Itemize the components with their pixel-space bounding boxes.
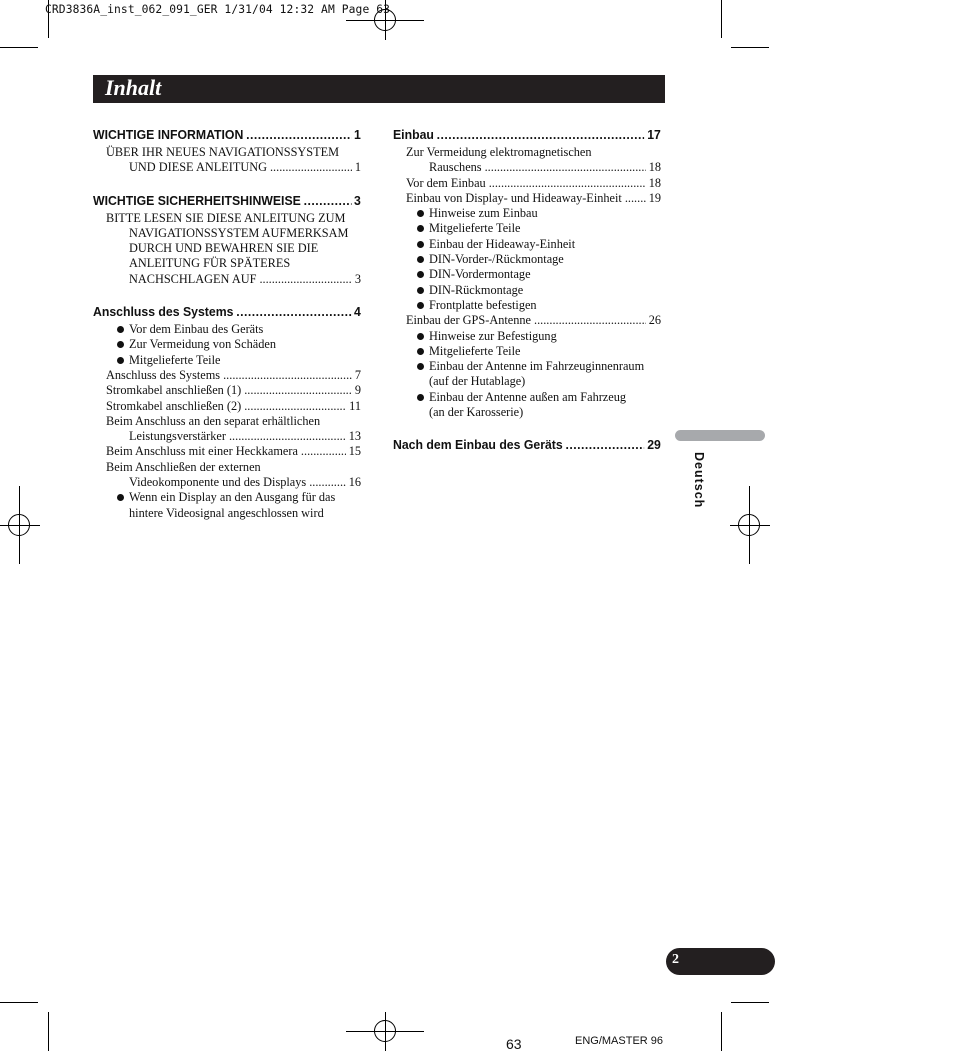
crop-mark (721, 1012, 722, 1051)
toc-bullet-text: Vor dem Einbau des Geräts (129, 322, 264, 337)
toc-page-ref: 3 (354, 271, 361, 286)
bullet-icon (417, 348, 424, 355)
toc-text-line: BITTE LESEN SIE DIESE ANLEITUNG ZUM (106, 210, 346, 225)
toc-bullet-item (393, 267, 661, 282)
dot-leader (259, 272, 351, 287)
toc-page-ref: 9 (354, 383, 361, 398)
dot-leader (244, 399, 346, 414)
toc-entry[interactable] (93, 399, 361, 414)
toc-entry-label: Anschluss des Systems (106, 367, 221, 382)
dot-leader (229, 429, 346, 444)
dot-leader (625, 191, 646, 206)
toc-bullet-text: Einbau der Antenne im Fahrzeuginnenraum (429, 359, 645, 374)
bullet-icon (417, 241, 424, 248)
toc-text-line: (auf der Hutablage) (429, 374, 526, 389)
dot-leader (566, 437, 645, 453)
registration-mark (374, 1020, 396, 1042)
print-header: CRD3836A_inst_062_091_GER 1/31/04 12:32 AM Page 63 (45, 3, 391, 16)
toc-page-ref: 3 (354, 192, 361, 208)
toc-entry-label: Nach dem Einbau des Geräts (393, 437, 563, 453)
dot-leader (309, 475, 346, 490)
crop-mark (731, 47, 769, 48)
toc-entry[interactable] (93, 383, 361, 398)
toc-text-line: NAVIGATIONSSYSTEM AUFMERKSAM (129, 225, 349, 240)
dot-leader (534, 313, 646, 328)
toc-entry-label: UND DIESE ANLEITUNG (129, 160, 267, 175)
toc-entry[interactable] (393, 176, 661, 191)
toc-bullet-item (93, 322, 361, 337)
toc-bullet-text: Mitgelieferte Teile (429, 221, 521, 236)
toc-bullet-item (393, 329, 661, 344)
registration-mark (8, 514, 30, 536)
toc-entry-label: Anschluss des Systems (93, 304, 234, 320)
toc-page-ref: 1 (354, 127, 361, 142)
spacer (393, 420, 661, 437)
dot-leader (437, 127, 645, 143)
page-title: Inhalt (105, 75, 162, 100)
bullet-icon (417, 287, 424, 294)
toc-bullet-item (393, 206, 661, 221)
toc-entry-label: Videokomponente und des Displays (129, 475, 307, 490)
toc-page-ref: 18 (648, 175, 661, 190)
toc-section-heading[interactable] (93, 193, 361, 209)
toc-entry[interactable] (393, 160, 661, 175)
toc-entry[interactable] (93, 429, 361, 444)
toc-entry[interactable] (93, 444, 361, 459)
toc-entry[interactable] (93, 368, 361, 383)
dot-leader (246, 127, 351, 143)
toc-section-heading[interactable] (393, 437, 661, 453)
toc-section-heading[interactable] (393, 127, 661, 143)
bullet-icon (417, 271, 424, 278)
toc-entry-label: NACHSCHLAGEN AUF (129, 271, 257, 286)
toc-text-line: Beim Anschluss an den separat erhältlichen (106, 413, 321, 428)
bullet-icon (417, 394, 424, 401)
language-label: Deutsch (692, 452, 706, 509)
toc-bullet-text: Zur Vermeidung von Schäden (129, 337, 276, 352)
spacer (93, 176, 361, 193)
language-tab (675, 430, 765, 441)
toc-left-column (93, 127, 361, 521)
toc-bullet-text: Einbau der Antenne außen am Fahrzeug (429, 389, 627, 404)
toc-bullet-item (93, 353, 361, 368)
toc-page-ref: 7 (354, 367, 361, 382)
toc-page-ref: 15 (348, 444, 361, 459)
bullet-icon (417, 225, 424, 232)
toc-bullet-item (393, 221, 661, 236)
dot-leader (223, 368, 352, 383)
toc-entry-label: WICHTIGE SICHERHEITSHINWEISE (93, 192, 301, 208)
dot-leader (301, 444, 346, 459)
crop-mark (731, 1002, 769, 1003)
dot-leader (489, 176, 646, 191)
toc-page-ref: 19 (648, 190, 661, 205)
toc-page-ref: 1 (354, 160, 361, 175)
toc-bullet-text: Hinweise zum Einbau (429, 206, 538, 221)
toc-bullet-item (93, 490, 361, 505)
toc-text-line: Beim Anschließen der externen (106, 459, 261, 474)
spacer (93, 287, 361, 304)
bullet-icon (417, 333, 424, 340)
toc-bullet-text: Einbau der Hideaway-Einheit (429, 236, 576, 251)
toc-entry-label: Beim Anschluss mit einer Heckkamera (106, 444, 298, 459)
toc-bullet-item (393, 390, 661, 405)
toc-page-ref: 17 (647, 127, 661, 142)
toc-bullet-item (393, 252, 661, 267)
toc-right-column (393, 127, 661, 455)
toc-bullet-text: Mitgelieferte Teile (129, 352, 221, 367)
toc-bullet-item (393, 359, 661, 374)
toc-page-ref: 18 (648, 160, 661, 175)
section-number: 2 (672, 952, 679, 967)
toc-bullet-item (393, 344, 661, 359)
registration-mark (738, 514, 760, 536)
toc-entry[interactable] (93, 160, 361, 175)
toc-entry-label: Einbau der GPS-Antenne (406, 313, 531, 328)
dot-leader (304, 193, 352, 209)
toc-bullet-text: Hinweise zur Befestigung (429, 328, 557, 343)
toc-entry-label: Vor dem Einbau (406, 175, 486, 190)
bullet-icon (417, 302, 424, 309)
toc-bullet-item (393, 283, 661, 298)
toc-text-line: (an der Karosserie) (429, 405, 524, 420)
toc-entry[interactable] (393, 191, 661, 206)
dot-leader (270, 160, 352, 175)
page-number: 63 (506, 1036, 522, 1052)
toc-bullet-text: Mitgelieferte Teile (429, 343, 521, 358)
toc-entry[interactable] (93, 272, 361, 287)
toc-page-ref: 4 (354, 304, 361, 320)
toc-page-ref: 11 (349, 398, 361, 413)
toc-entry-label: Leistungsverstärker (129, 429, 226, 444)
bullet-icon (117, 357, 124, 364)
dot-leader (485, 160, 646, 175)
toc-text-line: Zur Vermeidung elektromagnetischen (406, 145, 592, 159)
master-label: ENG/MASTER 96 (575, 1035, 664, 1047)
crop-mark (48, 1012, 49, 1051)
toc-text-line: DURCH UND BEWAHREN SIE DIE (129, 241, 319, 256)
toc-text-line: ÜBER IHR NEUES NAVIGATIONSSYSTEM (106, 145, 340, 159)
section-number-badge (666, 948, 775, 975)
toc-bullet-text: DIN-Rückmontage (429, 282, 524, 297)
toc-section-heading[interactable] (93, 127, 361, 143)
toc-bullet-item (393, 237, 661, 252)
toc-text-line: hintere Videosignal angeschlossen wird (129, 505, 324, 520)
bullet-icon (117, 494, 124, 501)
toc-entry-label: WICHTIGE INFORMATION (93, 127, 244, 142)
toc-page-ref: 16 (348, 475, 361, 490)
title-bar (93, 75, 665, 103)
bullet-icon (117, 326, 124, 333)
toc-bullet-text: DIN-Vorder-/Rückmontage (429, 252, 564, 267)
toc-bullet-text: Wenn ein Display an den Ausgang für das (129, 490, 336, 505)
bullet-icon (117, 341, 124, 348)
dot-leader (244, 383, 352, 398)
toc-page-ref: 29 (647, 437, 661, 453)
toc-entry[interactable] (93, 475, 361, 490)
toc-entry-label: Einbau von Display- und Hideaway-Einheit (406, 190, 622, 205)
toc-bullet-item (93, 337, 361, 352)
toc-section-heading[interactable] (93, 304, 361, 320)
toc-bullet-text: Frontplatte befestigen (429, 297, 537, 312)
crop-mark (0, 1002, 38, 1003)
dot-leader (236, 304, 351, 320)
toc-bullet-text: DIN-Vordermontage (429, 267, 531, 282)
toc-page-ref: 26 (648, 313, 661, 328)
bullet-icon (417, 256, 424, 263)
bullet-icon (417, 210, 424, 217)
bullet-icon (417, 363, 424, 370)
toc-entry-label: Einbau (393, 127, 434, 142)
toc-entry-label: Rauschens (429, 160, 482, 175)
toc-entry-label: Stromkabel anschließen (2) (106, 398, 242, 413)
toc-entry-label: Stromkabel anschließen (1) (106, 383, 242, 398)
toc-bullet-item (393, 298, 661, 313)
toc-page-ref: 13 (348, 429, 361, 444)
toc-text-line: ANLEITUNG FÜR SPÄTERES (129, 256, 291, 271)
crop-mark (0, 47, 38, 48)
toc-entry[interactable] (393, 313, 661, 328)
crop-mark (721, 0, 722, 38)
